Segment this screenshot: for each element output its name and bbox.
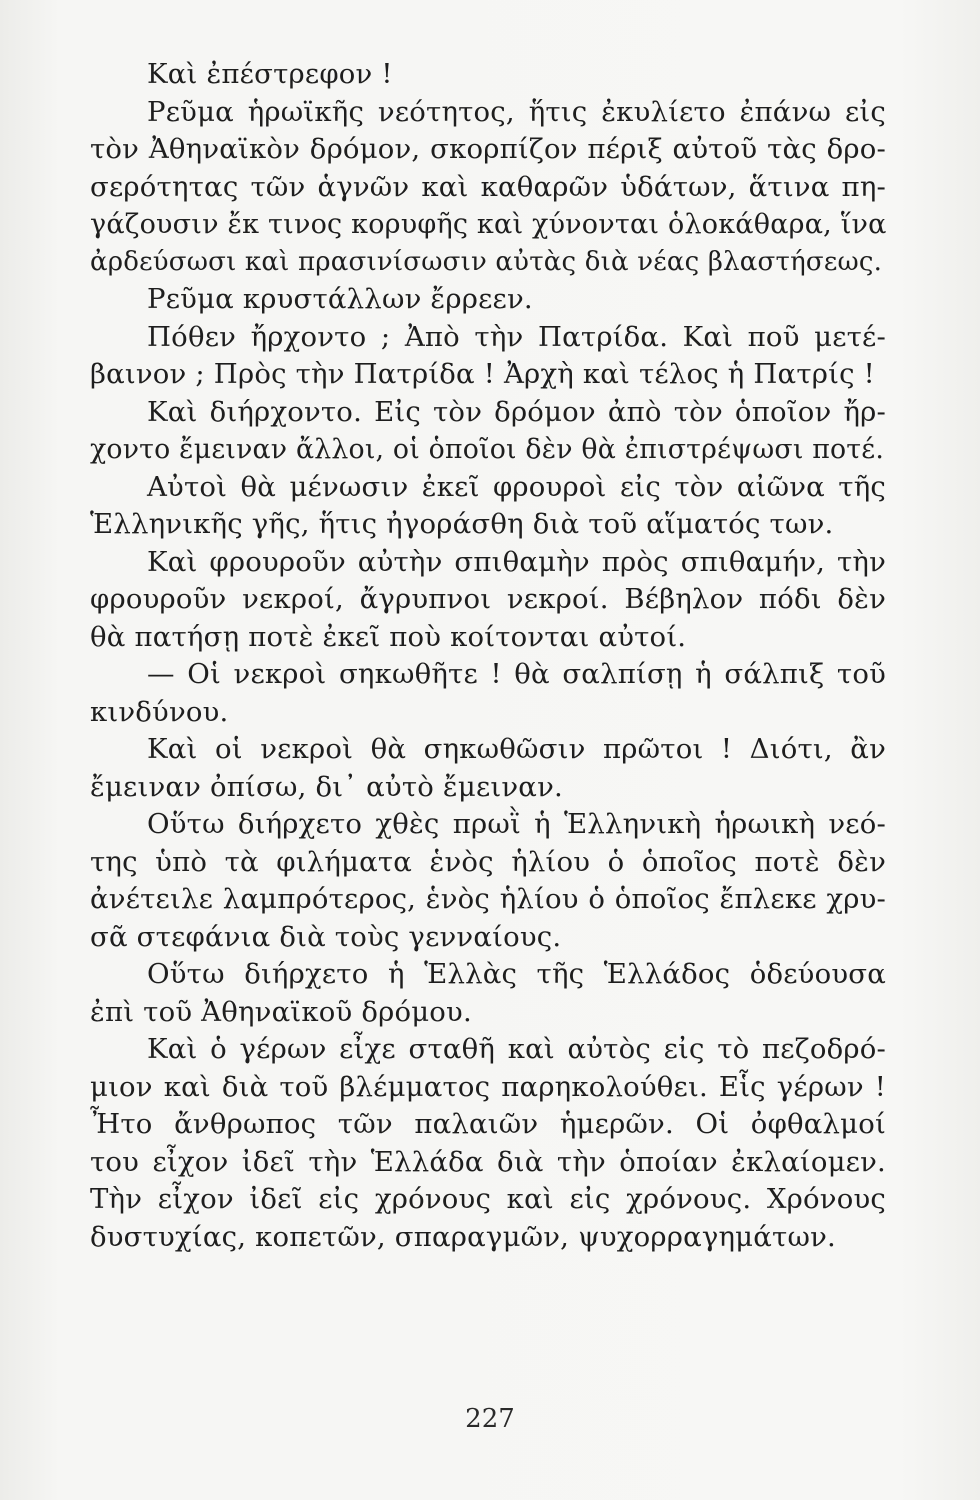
text-line: ἔμειναν ὀπίσω, δι᾽ αὐτὸ ἔμειναν. — [90, 770, 563, 803]
text-line: δυστυχίας, κοπετῶν, σπαραγμῶν, ψυχορραγημάτων. — [90, 1220, 836, 1253]
text-line: γάζουσιν ἔκ τινος κορυφῆς καὶ χύνονται ὁλοκάθαρα, ἵνα — [90, 209, 887, 240]
text-line: Αὐτοὶ θὰ μένωσιν ἐκεῖ φρουροὶ εἰς τὸν αἰῶνα τῆς — [147, 470, 886, 503]
text-line: Καὶ ὁ γέρων εἶχε σταθῆ καὶ αὐτὸς εἰς τὸ πεζοδρό- — [147, 1033, 886, 1065]
text-line: Καὶ ἐπέστρεφον ! — [147, 58, 393, 90]
text-line: Ρεῦμα κρυστάλλων ἔρρεεν. — [147, 283, 533, 315]
text-line: κινδύνου. — [90, 695, 229, 728]
text-line: του εἶχον ἰδεῖ τὴν Ἑλλάδα διὰ τὴν ὁποίαν ἐκλαίομεν. — [90, 1145, 886, 1178]
page-number: 227 — [465, 1404, 515, 1434]
text-line: Καὶ φρουροῦν αὐτὴν σπιθαμὴν πρὸς σπιθαμήν, τὴν — [147, 545, 886, 578]
text-line: βαινον ; Πρὸς τὴν Πατρίδα ! Ἀρχὴ καὶ τέλος ἡ Πατρίς ! — [90, 358, 875, 390]
text-line: Τὴν εἶχον ἰδεῖ εἰς χρόνους καὶ εἰς χρόνους. Χρόνους — [90, 1183, 886, 1215]
text-line: Ρεῦμα ἡρωϊκῆς νεότητος, ἥτις ἐκυλίετο ἐπάνω εἰς — [147, 95, 886, 128]
text-line: Καὶ διήρχοντο. Εἰς τὸν δρόμον ἀπὸ τὸν ὁποῖον ἤρ- — [147, 395, 886, 428]
text-line: ἀρδεύσωσι καὶ πρασινίσωσιν αὐτὰς διὰ νέας βλαστήσεως. — [90, 246, 883, 277]
text-line: — Οἱ νεκροὶ σηκωθῆτε ! θὰ σαλπίσῃ ἡ σάλπιξ τοῦ — [147, 658, 886, 690]
text-line: Οὕτω διήρχετο ἡ Ἑλλὰς τῆς Ἑλλάδος ὁδεύουσα — [147, 958, 886, 990]
text-line: Οὕτω διήρχετο χθὲς πρωῒ ἡ Ἑλληνικὴ ἡρωικὴ νεό- — [147, 808, 886, 840]
text-line: της ὑπὸ τὰ φιλήματα ἑνὸς ἡλίου ὁ ὁποῖος ποτὲ δὲν — [90, 845, 886, 878]
text-line: Πόθεν ἤρχοντο ; Ἀπὸ τὴν Πατρίδα. Καὶ ποῦ μετέ- — [147, 320, 886, 353]
body-text — [90, 56, 886, 1256]
text-line: σερότητας τῶν ἁγνῶν καὶ καθαρῶν ὑδάτων, ἅτινα πη- — [90, 170, 886, 203]
text-line: Καὶ οἱ νεκροὶ θὰ σηκωθῶσιν πρῶτοι ! Διότι, ἂν — [147, 733, 886, 765]
text-line: μιον καὶ διὰ τοῦ βλέμματος παρηκολούθει. Εἷς γέρων ! — [90, 1070, 886, 1103]
text-line: ἐπὶ τοῦ Ἀθηναϊκοῦ δρόμου. — [90, 995, 472, 1028]
text-line: φρουροῦν νεκροί, ἄγρυπνοι νεκροί. Βέβηλον πόδι δὲν — [90, 583, 886, 615]
text-line: Ἦτο ἄνθρωπος τῶν παλαιῶν ἡμερῶν. Οἱ ὀφθαλμοί — [90, 1108, 886, 1140]
text-line: ἀνέτειλε λαμπρότερος, ἑνὸς ἡλίου ὁ ὁποῖος ἔπλεκε χρυ- — [90, 883, 886, 915]
text-line: θὰ πατήσῃ ποτὲ ἐκεῖ ποὺ κοίτονται αὐτοί. — [90, 620, 687, 653]
text-line: σᾶ στεφάνια διὰ τοὺς γενναίους. — [90, 920, 562, 953]
text-line: χοντο ἔμειναν ἄλλοι, οἱ ὁποῖοι δὲν θὰ ἐπιστρέψωσι ποτέ. — [90, 434, 885, 465]
text-line: Ἑλληνικῆς γῆς, ἥτις ἠγοράσθη διὰ τοῦ αἵματός των. — [90, 508, 834, 540]
text-line: τὸν Ἀθηναϊκὸν δρόμον, σκορπίζον πέριξ αὐτοῦ τὰς δρο- — [90, 133, 886, 165]
